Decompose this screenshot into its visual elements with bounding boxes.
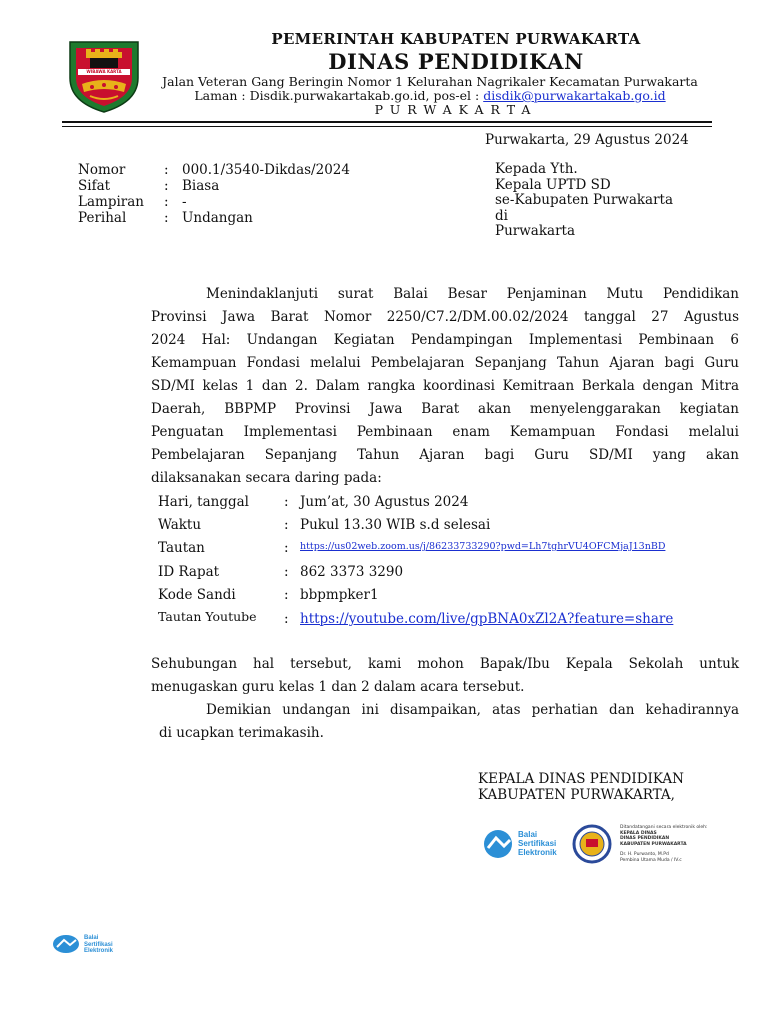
meta-colon: : bbox=[164, 162, 169, 178]
meta-colon: : bbox=[164, 178, 169, 194]
detail-key: ID Rapat bbox=[158, 564, 220, 580]
sig-role-line: DINAS PENDIDIKAN bbox=[620, 836, 670, 841]
bsre-logo-icon bbox=[480, 828, 516, 860]
signature-title-line: KABUPATEN PURWAKARTA, bbox=[478, 787, 675, 803]
e-signature-stamp bbox=[480, 820, 710, 870]
recipient-line: Kepada Yth. bbox=[495, 161, 578, 177]
detail-key: Kode Sandi bbox=[158, 587, 236, 603]
header-rule-thick bbox=[62, 121, 712, 123]
detail-value: Jum’at, 30 Agustus 2024 bbox=[300, 494, 469, 510]
detail-key: Waktu bbox=[158, 517, 202, 533]
bsre-line: Sertifikasi bbox=[84, 941, 113, 948]
bsre-text bbox=[518, 830, 557, 857]
paragraph-line: Pembelajaran Sepanjang Tahun Ajaran bagi Guru SD/MI yang akan bbox=[151, 447, 739, 463]
footer-bsre-text bbox=[84, 935, 113, 955]
paragraph-line: 2024 Hal: Undangan Kegiatan Pendampingan Implementasi Pembinaan 6 bbox=[151, 332, 739, 348]
detail-row-youtube bbox=[158, 609, 673, 632]
footer-bsre-logo bbox=[52, 932, 152, 958]
paragraph-line: SD/MI kelas 1 dan 2. Dalam rangka koordinasi Kemitraan Berkala dengan Mitra bbox=[151, 378, 739, 394]
detail-row-date bbox=[158, 494, 468, 517]
detail-colon: : bbox=[284, 540, 289, 556]
paragraph-line: Demikian undangan ini disampaikan, atas perhatian dan kehadirannya bbox=[206, 702, 739, 718]
sig-person: Dr. H. Purwanto, M.Pd bbox=[620, 852, 669, 857]
paragraph-line: di ucapkan terimakasih. bbox=[159, 725, 324, 741]
meta-key: Perihal bbox=[78, 210, 127, 226]
signature-title bbox=[478, 771, 684, 803]
signer-info bbox=[620, 825, 708, 863]
detail-colon: : bbox=[284, 611, 289, 627]
meta-value: 000.1/3540-Dikdas/2024 bbox=[182, 162, 350, 178]
meta-colon: : bbox=[164, 210, 169, 226]
recipient-line: Purwakarta bbox=[495, 223, 575, 239]
bsre-line: Sertifikasi bbox=[518, 839, 557, 848]
detail-colon: : bbox=[284, 517, 289, 533]
bsre-line: Elektronik bbox=[518, 848, 557, 857]
recipient-line: di bbox=[495, 207, 508, 224]
detail-key: Tautan bbox=[158, 540, 205, 556]
paragraph-1 bbox=[151, 283, 739, 490]
sig-role-line: KEPALA DINAS bbox=[620, 830, 657, 836]
detail-key: Hari, tanggal bbox=[158, 494, 249, 510]
detail-row-meeting-id bbox=[158, 564, 403, 587]
contact-line bbox=[150, 88, 710, 103]
paragraph-line: Provinsi Jawa Barat Nomor 2250/C7.2/DM.00.02/2024 tanggal 27 Agustus bbox=[151, 309, 739, 325]
detail-colon: : bbox=[284, 564, 289, 580]
official-seal-icon bbox=[572, 824, 612, 864]
paragraph-3 bbox=[151, 699, 739, 745]
detail-value: 862 3373 3290 bbox=[300, 564, 404, 580]
paragraph-line: dilaksanakan secara daring pada: bbox=[151, 470, 382, 486]
detail-value: bbpmpker1 bbox=[300, 587, 379, 603]
meta-row-lampiran bbox=[78, 194, 187, 210]
detail-colon: : bbox=[284, 494, 289, 510]
address-line: Jalan Veteran Gang Beringin Nomor 1 Kelurahan Nagrikaler Kecamatan Purwakarta bbox=[162, 74, 698, 89]
city-spaced: PURWAKARTA bbox=[374, 102, 538, 117]
meta-value: - bbox=[182, 194, 187, 210]
bsre-line: Elektronik bbox=[84, 948, 114, 954]
bsre-line: Balai bbox=[518, 830, 538, 839]
sig-role-line: KABUPATEN PURWAKARTA bbox=[620, 841, 687, 847]
detail-row-time bbox=[158, 517, 490, 540]
recipient-block bbox=[495, 162, 673, 240]
meta-row-perihal bbox=[78, 210, 253, 226]
email-link[interactable]: disdik@purwakartakab.go.id bbox=[483, 88, 666, 103]
agency-name: DINAS PENDIDIKAN bbox=[328, 49, 584, 74]
meta-value: Biasa bbox=[182, 178, 220, 194]
recipient-line: se-Kabupaten Purwakarta bbox=[495, 192, 674, 208]
paragraph-line: Penguatan Implementasi Pembinaan enam Kemampuan Fondasi melalui bbox=[151, 424, 739, 440]
paragraph-line: Menindaklanjuti surat Balai Besar Penjaminan Mutu Pendidikan bbox=[206, 286, 739, 302]
detail-colon: : bbox=[284, 587, 289, 603]
letter-date: Purwakarta, 29 Agustus 2024 bbox=[485, 132, 689, 148]
header-rule-thin bbox=[62, 126, 712, 127]
paragraph-line: menugaskan guru kelas 1 dan 2 dalam acara tersebut. bbox=[151, 679, 525, 695]
recipient-line: Kepala UPTD SD bbox=[495, 176, 611, 193]
paragraph-line: Sehubungan hal tersebut, kami mohon Bapak/Ibu Kepala Sekolah untuk bbox=[151, 656, 739, 672]
detail-row-passcode bbox=[158, 587, 379, 610]
bsre-footer-icon bbox=[52, 934, 80, 954]
zoom-link[interactable]: https://us02web.zoom.us/j/86233733290?pwd=Lh7tghrVU4OFCMjaJ13nBD bbox=[300, 541, 666, 552]
meta-colon: : bbox=[164, 194, 169, 210]
meta-row-nomor bbox=[78, 162, 350, 178]
purwakarta-coat-of-arms bbox=[66, 36, 142, 114]
logo-banner-text: WIBAWA KARTA RAHARJA bbox=[86, 69, 122, 80]
sig-note: Ditandatangani secara elektronik oleh: bbox=[620, 825, 708, 830]
detail-value: Pukul 13.30 WIB s.d selesai bbox=[300, 517, 491, 533]
meta-value: Undangan bbox=[182, 210, 253, 226]
bsre-line: Balai bbox=[84, 935, 99, 941]
meta-key: Sifat bbox=[78, 178, 111, 194]
gov-name: PEMERINTAH KABUPATEN PURWAKARTA bbox=[271, 30, 641, 48]
paragraph-2 bbox=[151, 653, 739, 699]
sig-rank: Pembina Utama Muda / IV.c bbox=[620, 857, 682, 863]
paragraph-line: Kemampuan Fondasi melalui Pembelajaran Sepanjang Tahun Ajaran bagi Guru bbox=[151, 355, 739, 371]
meta-key: Nomor bbox=[78, 162, 126, 178]
youtube-link[interactable]: https://youtube.com/live/gpBNA0xZl2A?feature=share bbox=[300, 611, 674, 627]
meta-key: Lampiran bbox=[78, 194, 144, 210]
meta-row-sifat bbox=[78, 178, 219, 194]
paragraph-line: Daerah, BBPMP Provinsi Jawa Barat akan menyelenggarakan kegiatan bbox=[151, 401, 739, 417]
website-text: Laman : Disdik.purwakartakab.go.id, pos-el : bbox=[194, 88, 484, 103]
signature-title-line: KEPALA DINAS PENDIDIKAN bbox=[478, 771, 684, 787]
detail-row-link bbox=[158, 540, 665, 563]
detail-key: Tautan Youtube bbox=[158, 609, 257, 624]
